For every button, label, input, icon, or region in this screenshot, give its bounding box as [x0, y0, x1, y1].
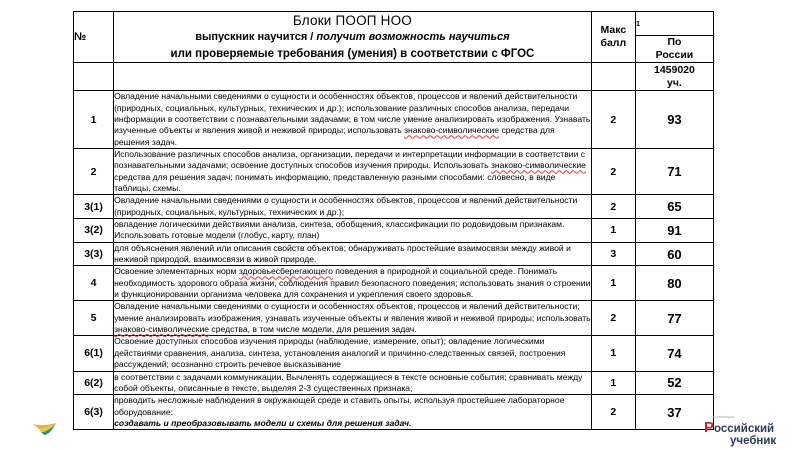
header-number-cell: №	[74, 12, 114, 63]
logo-initial: Р	[704, 419, 715, 437]
row-max-score: 1	[591, 266, 635, 301]
row-number: 3(3)	[74, 242, 114, 266]
row-number: 5	[74, 301, 114, 336]
header-russia-line2: России	[655, 49, 694, 62]
row-max-score: 1	[591, 219, 635, 243]
row-number: 3(1)	[74, 195, 114, 219]
header-russia-cell	[635, 36, 713, 63]
table-row	[74, 148, 714, 194]
table-row	[74, 395, 714, 430]
count-russia-unit: уч.	[667, 76, 682, 89]
row-number: 4	[74, 266, 114, 301]
row-number: 6(1)	[74, 336, 114, 371]
spellcheck-word: знаково-символические	[490, 160, 586, 171]
row-description: овладение логическими действиями анализа, синтеза, обобщения, классификации по родовидовым признакам. Использовать готовые модели (глобус, карту, план)	[114, 219, 592, 243]
row-max-score: 2	[591, 91, 635, 149]
header-subtitle-2: или проверяемые требования (умения) в соответствии с ФГОС	[170, 47, 535, 60]
row-russia-percent: 65	[635, 195, 713, 219]
row-max-score: 3	[591, 242, 635, 266]
rossiysky-uchebnik-logo	[704, 416, 792, 446]
swoosh-logo-icon	[32, 421, 58, 437]
row-russia-percent: 91	[635, 219, 713, 243]
logo-line-1	[704, 420, 792, 436]
header-subtitle	[114, 30, 591, 44]
logo-line-1-rest: оссийский	[714, 423, 775, 436]
row-russia-percent: 71	[635, 148, 713, 194]
count-russia-value: 1459020	[653, 64, 695, 77]
row-max-score: 1	[591, 336, 635, 371]
row-russia-percent: 52	[635, 371, 713, 395]
header-max-line2: балл	[600, 37, 627, 50]
spellcheck-word: знаково-символические	[404, 125, 500, 136]
header-subtitle-italic: получит возможность научиться	[316, 31, 510, 44]
row-description: проводить несложные наблюдения в окружающей среде и ставить опыты, используя простейшее лабораторное оборудование: создавать и преобразовывать модели и схемы для решения задач.	[114, 395, 592, 430]
row-russia-percent: 74	[635, 336, 713, 371]
row-number: 1	[74, 91, 114, 149]
row-number: 2	[74, 148, 114, 194]
row-description: Освоение доступных способов изучения природы (наблюдение, измерение, опыт); овладение логическими действиями сравнения, анализа, синтеза, установления аналогий и причинно-следственных связей, построения рассуждений; осознанно строить речевое высказывание	[114, 336, 592, 371]
swoosh-logo	[32, 421, 58, 437]
row-description-italic: создавать и преобразовывать модели и схемы для решения задач.	[114, 417, 412, 428]
row-max-score: 2	[591, 395, 635, 430]
row-description: для объяснения явлений или описания свойств объектов; обнаруживать простейшие взаимосвязи между живой и неживой природой, взаимосвязи в живой природе.	[114, 242, 592, 266]
row-number: 3(2)	[74, 219, 114, 243]
header-blocks-cell	[114, 12, 592, 63]
row-russia-percent: 60	[635, 242, 713, 266]
row-russia-percent: 80	[635, 266, 713, 301]
logo-tagline: корпорация	[713, 415, 734, 419]
table-row	[74, 266, 714, 301]
row-max-score: 2	[591, 195, 635, 219]
row-description: Освоение элементарных норм здоровьесберегающего поведения в природной и социальной среде. Понимать необходимость здорового образа жизни, соблюдения правил безопасного поведения; использовать знания о строении и функционировании организма человека для сохранения и укрепления своего здоровья.	[114, 266, 591, 300]
row-description: Овладение начальными сведениями о сущности и особенностях объектов, процессов и явлений действительности (природных, социальных, культурных, технических и др.);	[114, 195, 592, 219]
table-header-row	[74, 12, 714, 36]
row-max-score: 1	[591, 371, 635, 395]
header-russia-line1: По	[667, 36, 682, 48]
row-description: Овладение начальными сведениями о сущности и особенностях объектов, процессов и явлений действительности (природных, социальных, культурных, технических и др.); использование различных способов анализа, передачи информации в соответствии с познавательными задачами; в том числе умение анализировать изображения. Узнавать изученные объекты и явления живой и неживой природы; использовать знаково-символические средства для решения задач.	[114, 91, 591, 147]
header-max-score-cell	[591, 12, 635, 63]
row-description: Использование различных способов анализа, организации, передачи и интерпретации информации в соответствии с познавательными задачами; освоение доступных способов изучения природы. Использовать знаково-символические средства для решения задач; понимать информацию, представленную разными способами: словесно, в виде таблицы, схемы.	[114, 148, 592, 194]
row-max-score: 2	[591, 301, 635, 336]
row-number: 6(2)	[74, 371, 114, 395]
table-row	[74, 195, 714, 219]
table-row	[74, 242, 714, 266]
row-description: в соответствии с задачами коммуникации. Вычленять содержащиеся в тексте основные события; сравнивать между собой объекты, описанные в тексте, выделяя 2-3 существенных признака;	[114, 371, 592, 395]
row-russia-percent: 77	[635, 301, 713, 336]
row-russia-percent: 93	[635, 91, 713, 149]
table-row	[74, 91, 714, 149]
header-max-line1: Макс	[600, 24, 627, 36]
row-russia-percent: 37	[635, 395, 713, 430]
header-subtitle-plain: выпускник научится /	[195, 31, 317, 44]
header-title: Блоки ПООП НОО	[292, 12, 412, 28]
results-table-container	[73, 11, 714, 430]
participant-count-row	[74, 63, 714, 91]
header-footnote-cell: 1	[635, 12, 713, 36]
table-row	[74, 219, 714, 243]
count-body-cell	[114, 63, 592, 91]
table-row	[74, 371, 714, 395]
count-number-cell	[74, 63, 114, 91]
count-russia-cell	[635, 63, 713, 91]
table-row	[74, 301, 714, 336]
row-max-score: 2	[591, 148, 635, 194]
spellcheck-word: знаково-символические	[114, 324, 210, 335]
logo-line-2: учебник	[730, 434, 777, 447]
table-row	[74, 336, 714, 371]
row-description: Овладение начальными сведениями о сущности и особенностях объектов, процессов и явлений действительности; умение анализировать изображения, узнавать изученные объекты и явления живой и неживой природы; использовать знаково-символические средства, в том числе модели, для решения задач.	[114, 301, 591, 335]
row-number: 6(3)	[74, 395, 114, 430]
results-table	[73, 11, 714, 430]
spellcheck-word: здоровьесберегающего	[238, 266, 333, 277]
count-max-cell	[591, 63, 635, 91]
